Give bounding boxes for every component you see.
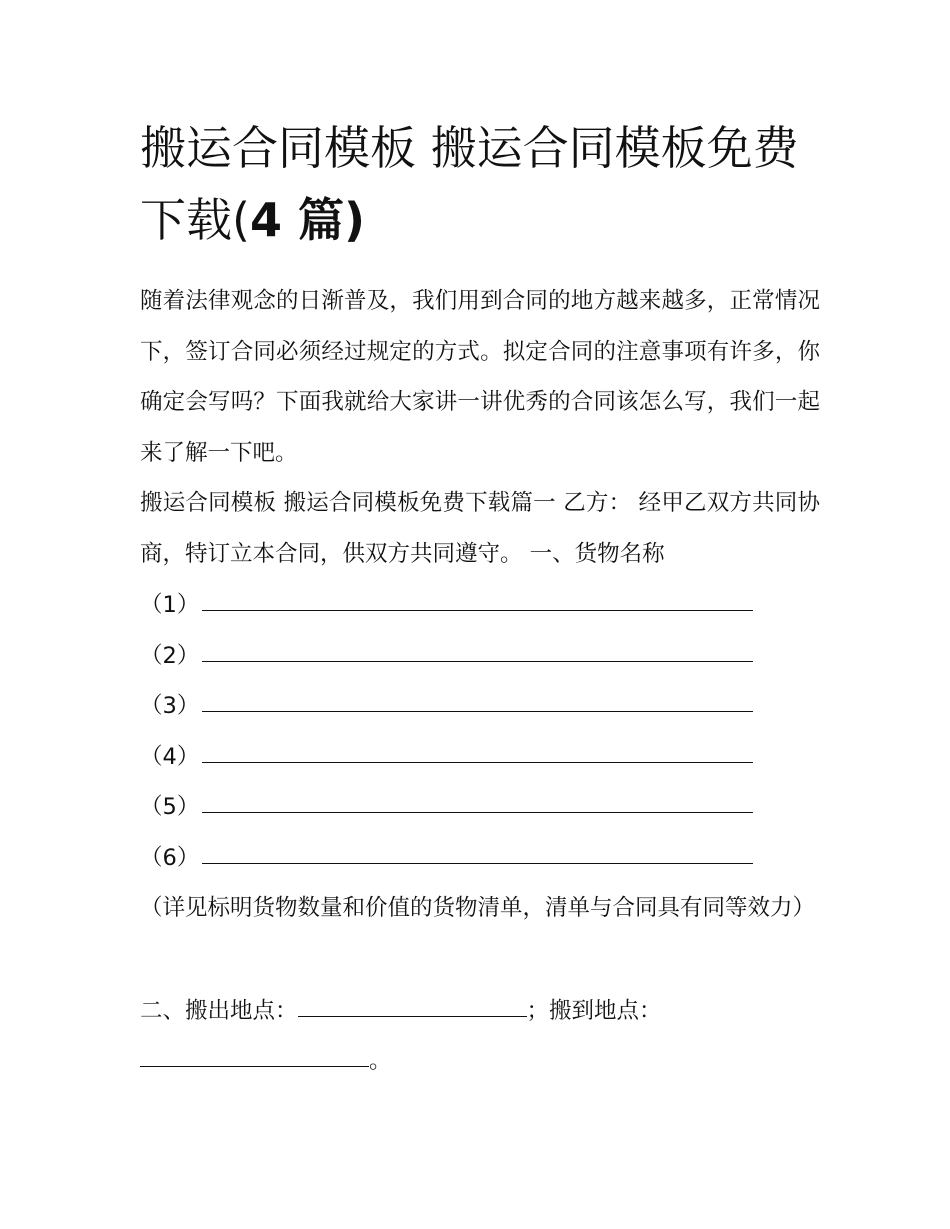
- goods-item-number: （4）: [140, 744, 200, 770]
- move-in-label: 搬到地点：: [549, 998, 662, 1024]
- move-out-blank: [298, 986, 527, 1017]
- section-1-paragraph: 搬运合同模板 搬运合同模板免费下载篇一 乙方： 经甲乙双方共同协商，特订立本合同，供双方共同遵守。 一、货物名称: [140, 490, 820, 567]
- intro-paragraph: 随着法律观念的日渐普及，我们用到合同的地方越来越多，正常情况下，签订合同必须经过规定的方式。拟定合同的注意事项有许多，你确定会写吗？下面我就给大家讲一讲优秀的合同该怎么写，我们一起来了解一下吧。: [140, 288, 820, 466]
- goods-note: （详见标明货物数量和价值的货物清单，清单与合同具有同等效力）: [140, 895, 816, 921]
- goods-item-blank: [202, 631, 753, 662]
- move-in-blank: [140, 1036, 369, 1067]
- address-line: [140, 986, 820, 1036]
- goods-item-number: （3）: [140, 693, 200, 719]
- goods-item-blank: [202, 732, 753, 763]
- goods-item-5: [140, 782, 820, 832]
- address-end: 。: [369, 1048, 392, 1074]
- goods-item-number: （5）: [140, 794, 200, 820]
- goods-item-number: （1）: [140, 592, 200, 618]
- goods-item-4: [140, 732, 820, 782]
- goods-item-blank: [202, 782, 753, 813]
- goods-item-3: [140, 681, 820, 731]
- goods-item-blank: [202, 681, 753, 712]
- title-number: 4: [249, 193, 282, 247]
- title-part-2: 篇): [281, 193, 366, 247]
- title-part-1: 搬运合同模板 搬运合同模板免费下载(: [140, 121, 799, 247]
- goods-item-blank: [202, 580, 753, 611]
- goods-item-1: [140, 580, 820, 630]
- goods-item-number: （6）: [140, 845, 200, 871]
- move-out-label: 二、搬出地点：: [140, 998, 298, 1024]
- page-title: [140, 112, 820, 256]
- address-line-2: [140, 1036, 820, 1086]
- goods-item-6: [140, 833, 820, 883]
- goods-item-number: （2）: [140, 643, 200, 669]
- address-separator: ；: [526, 998, 550, 1024]
- goods-item-2: [140, 631, 820, 681]
- goods-item-blank: [202, 833, 753, 864]
